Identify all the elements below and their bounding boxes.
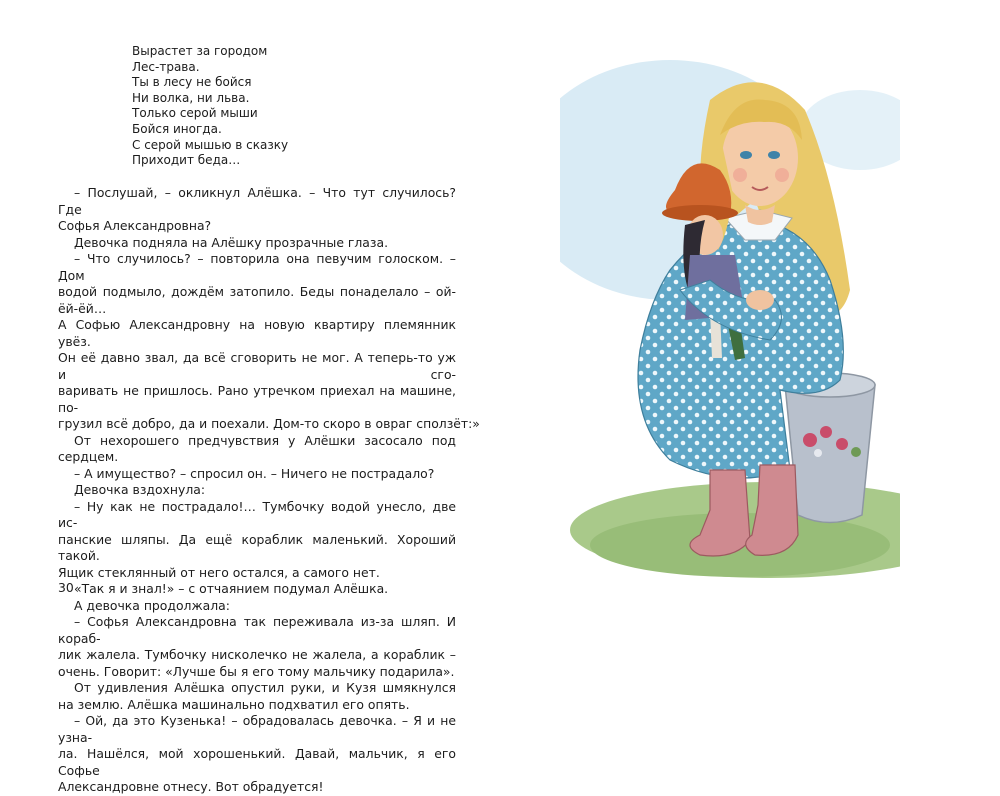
- poem-line: Лес-трава.: [132, 59, 200, 74]
- prose-line: Ящик стеклянный от него остался, а самого нет.: [58, 564, 380, 580]
- prose-line: Девочка вздохнула:: [74, 482, 206, 497]
- poem-line: Вырастет за городом: [132, 44, 268, 58]
- prose-line: А Софью Александровну на новую квартиру племянник увёз.: [58, 317, 456, 349]
- poem-line: Бойся иногда.: [132, 121, 222, 136]
- girl-cheek: [775, 168, 789, 182]
- prose-line: варивать не пришлось. Рано утречком приехал на машине, по-: [58, 383, 456, 415]
- prose-line: Девочка подняла на Алёшку прозрачные глаза.: [74, 234, 389, 250]
- poem-line: Ты в лесу не бойся: [132, 75, 252, 90]
- bucket-flower: [814, 449, 822, 457]
- prose-line: – А имущество? – спросил он. – Ничего не пострадало?: [74, 465, 435, 481]
- girl-eye-left: [740, 151, 752, 159]
- prose-line: – Что случилось? – повторила она певучим голоском. – Дом: [58, 251, 456, 283]
- prose-line: – Софья Александровна так переживала из-за шляп. И кораб-: [58, 614, 456, 646]
- bucket-leaf: [851, 447, 861, 457]
- prose-line: От удивления Алёшка опустил руки, и Кузя шмякнулся: [74, 680, 456, 695]
- prose-block: [58, 185, 480, 796]
- girl-cheek: [733, 168, 747, 182]
- prose-line: Александровне отнесу. Вот обрадуется!: [58, 779, 324, 794]
- bucket-flower: [820, 426, 832, 438]
- prose-line: Софья Александровна?: [58, 218, 212, 233]
- prose-line: грузил всё добро, да и поехали. Дом-то скоро в овраг сползёт:»: [58, 416, 480, 431]
- poem-line: С серой мышью в сказку: [132, 137, 289, 152]
- prose-line: водой подмыло, дождём затопило. Беды понаделало – ой-ёй-ёй…: [58, 284, 456, 316]
- bucket-flower: [836, 438, 848, 450]
- prose-line: А девочка продолжала:: [74, 597, 230, 613]
- prose-line: – Ну как не пострадало!… Тумбочку водой унесло, две ис-: [58, 498, 456, 530]
- poem-line: Приходит беда…: [132, 153, 241, 168]
- prose-line: – Послушай, – окликнул Алёшка. – Что тут случилось? Где: [58, 185, 456, 217]
- prose-line: – Ой, да это Кузенька! – обрадовалась девочка. – Я и не узна-: [58, 713, 456, 745]
- prose-line: очень. Говорит: «Лучше бы я его тому мальчику подарила».: [58, 663, 455, 679]
- girl-hand: [746, 290, 774, 310]
- prose-line: От нехорошего предчувствия у Алёшки засосало под сердцем.: [58, 432, 456, 464]
- bucket-flower: [803, 433, 817, 447]
- bucket: [785, 385, 875, 523]
- poem-line: Только серой мыши: [132, 106, 258, 121]
- prose-line: «Так я и знал!» – с отчаянием подумал Алёшка.: [74, 581, 389, 596]
- poem-block: [132, 44, 432, 169]
- girl-eye-right: [768, 151, 780, 159]
- page-number: 30: [58, 580, 74, 595]
- prose-line: ла. Нашёлся, мой хорошенький. Давай, мальчик, я его Софье: [58, 746, 456, 778]
- prose-line: на землю. Алёшка машинально подхватил его опять.: [58, 696, 410, 712]
- poem-line: Ни волка, ни льва.: [132, 90, 250, 105]
- prose-line: Он её давно звал, да всё сговорить не мог. А теперь-то уж и сго-: [58, 350, 456, 382]
- prose-line: панские шляпы. Да ещё кораблик маленький. Хороший такой.: [58, 531, 456, 563]
- girl-with-doll-illustration: [560, 40, 900, 600]
- prose-line: лик жалела. Тумбочку нисколечко не жалела, а кораблик –: [58, 647, 456, 662]
